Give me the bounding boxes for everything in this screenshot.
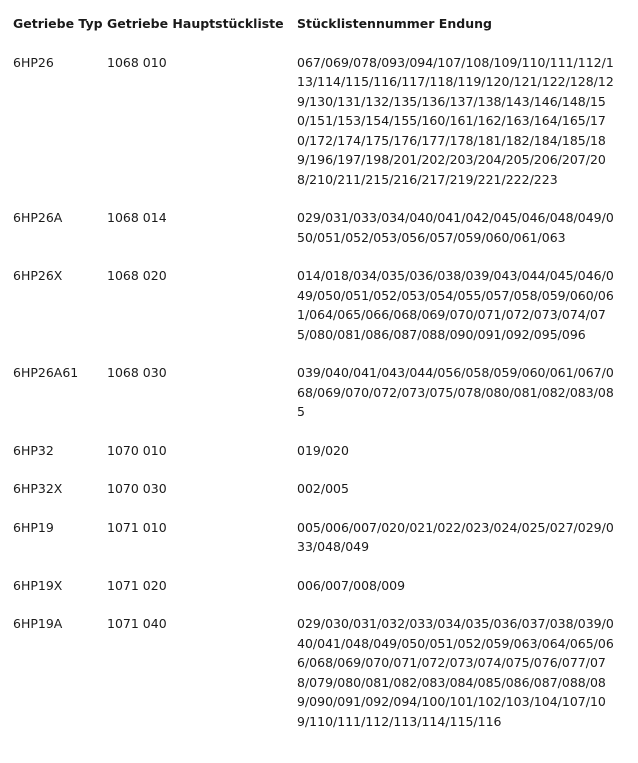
table-body xyxy=(0,53,638,751)
table-row xyxy=(0,614,638,750)
cell-hauptstueckliste: 1071 040 xyxy=(107,616,167,631)
cell-getriebe-typ: 6HP26A61 xyxy=(13,365,79,380)
cell-hauptstueckliste: 1068 010 xyxy=(107,54,167,70)
cell-getriebe-typ: 6HP26X xyxy=(13,268,63,283)
table-row xyxy=(0,479,638,518)
cell-hauptstueckliste: 1071 010 xyxy=(107,519,167,535)
table-row xyxy=(0,441,638,480)
cell-endung: 039/040/041/043/044/056/058/059/060/061/067/068/069/070/072/073/075/078/080/081/082/083/085 xyxy=(297,365,614,419)
cell-hauptstueckliste: 1068 030 xyxy=(107,365,167,380)
cell-getriebe-typ: 6HP26A xyxy=(13,210,63,225)
cell-hauptstueckliste: 1071 020 xyxy=(107,577,167,593)
cell-endung: 029/031/033/034/040/041/042/045/046/048/049/050/051/052/053/056/057/059/060/061/063 xyxy=(297,210,614,245)
cell-getriebe-typ: 6HP19A xyxy=(13,616,63,631)
cell-endung: 005/006/007/020/021/022/023/024/025/027/029/033/048/049 xyxy=(297,519,614,554)
header-stuecklistennummer-endung: Stücklistennummer Endung xyxy=(297,16,492,31)
cell-getriebe-typ: 6HP32X xyxy=(13,481,63,496)
table-row xyxy=(0,576,638,615)
cell-hauptstueckliste: 1070 030 xyxy=(107,481,167,496)
cell-getriebe-typ: 6HP19X xyxy=(13,577,63,593)
header-row xyxy=(0,0,638,53)
cell-getriebe-typ: 6HP32 xyxy=(13,442,54,458)
cell-endung: 029/030/031/032/033/034/035/036/037/038/039/040/041/048/049/050/051/052/059/063/064/065/066/068/069/070/071/072/073/074/075/076/077/078/079/080/081/082/083/084/085/086/087/088/089/090/091/092/094/100/101/102/103/104/107/109/110/111/112/113/114/115/116 xyxy=(297,616,614,729)
cell-endung: 014/018/034/035/036/038/039/043/044/045/046/049/050/051/052/053/054/055/057/058/059/060/061/064/065/066/068/069/070/071/072/073/074/075/080/081/086/087/088/090/091/092/095/096 xyxy=(297,268,614,342)
header-hauptstueckliste: Getriebe Hauptstückliste xyxy=(107,16,284,31)
cell-endung: 067/069/078/093/094/107/108/109/110/111/112/113/114/115/116/117/118/119/120/121/122/128/129/130/131/132/135/136/137/138/143/146/148/150/151/153/154/155/160/161/162/163/164/165/170/172/174/175/176/177/178/181/182/184/185/189/196/197/198/201/202/203/204/205/206/207/208/210/211/215/216/217/219/221/222/223 xyxy=(297,54,614,187)
table-row xyxy=(0,266,638,363)
table-row xyxy=(0,53,638,209)
table-row xyxy=(0,208,638,266)
cell-hauptstueckliste: 1070 010 xyxy=(107,442,167,458)
cell-hauptstueckliste: 1068 014 xyxy=(107,210,167,225)
header-getriebe-typ: Getriebe Typ xyxy=(13,16,103,31)
table-row xyxy=(0,518,638,576)
cell-hauptstueckliste: 1068 020 xyxy=(107,268,167,283)
cell-endung: 019/020 xyxy=(297,442,349,458)
cell-getriebe-typ: 6HP26 xyxy=(13,54,54,70)
cell-getriebe-typ: 6HP19 xyxy=(13,519,54,535)
table-row xyxy=(0,363,638,441)
cell-endung: 006/007/008/009 xyxy=(297,577,406,593)
cell-endung: 002/005 xyxy=(297,481,349,496)
